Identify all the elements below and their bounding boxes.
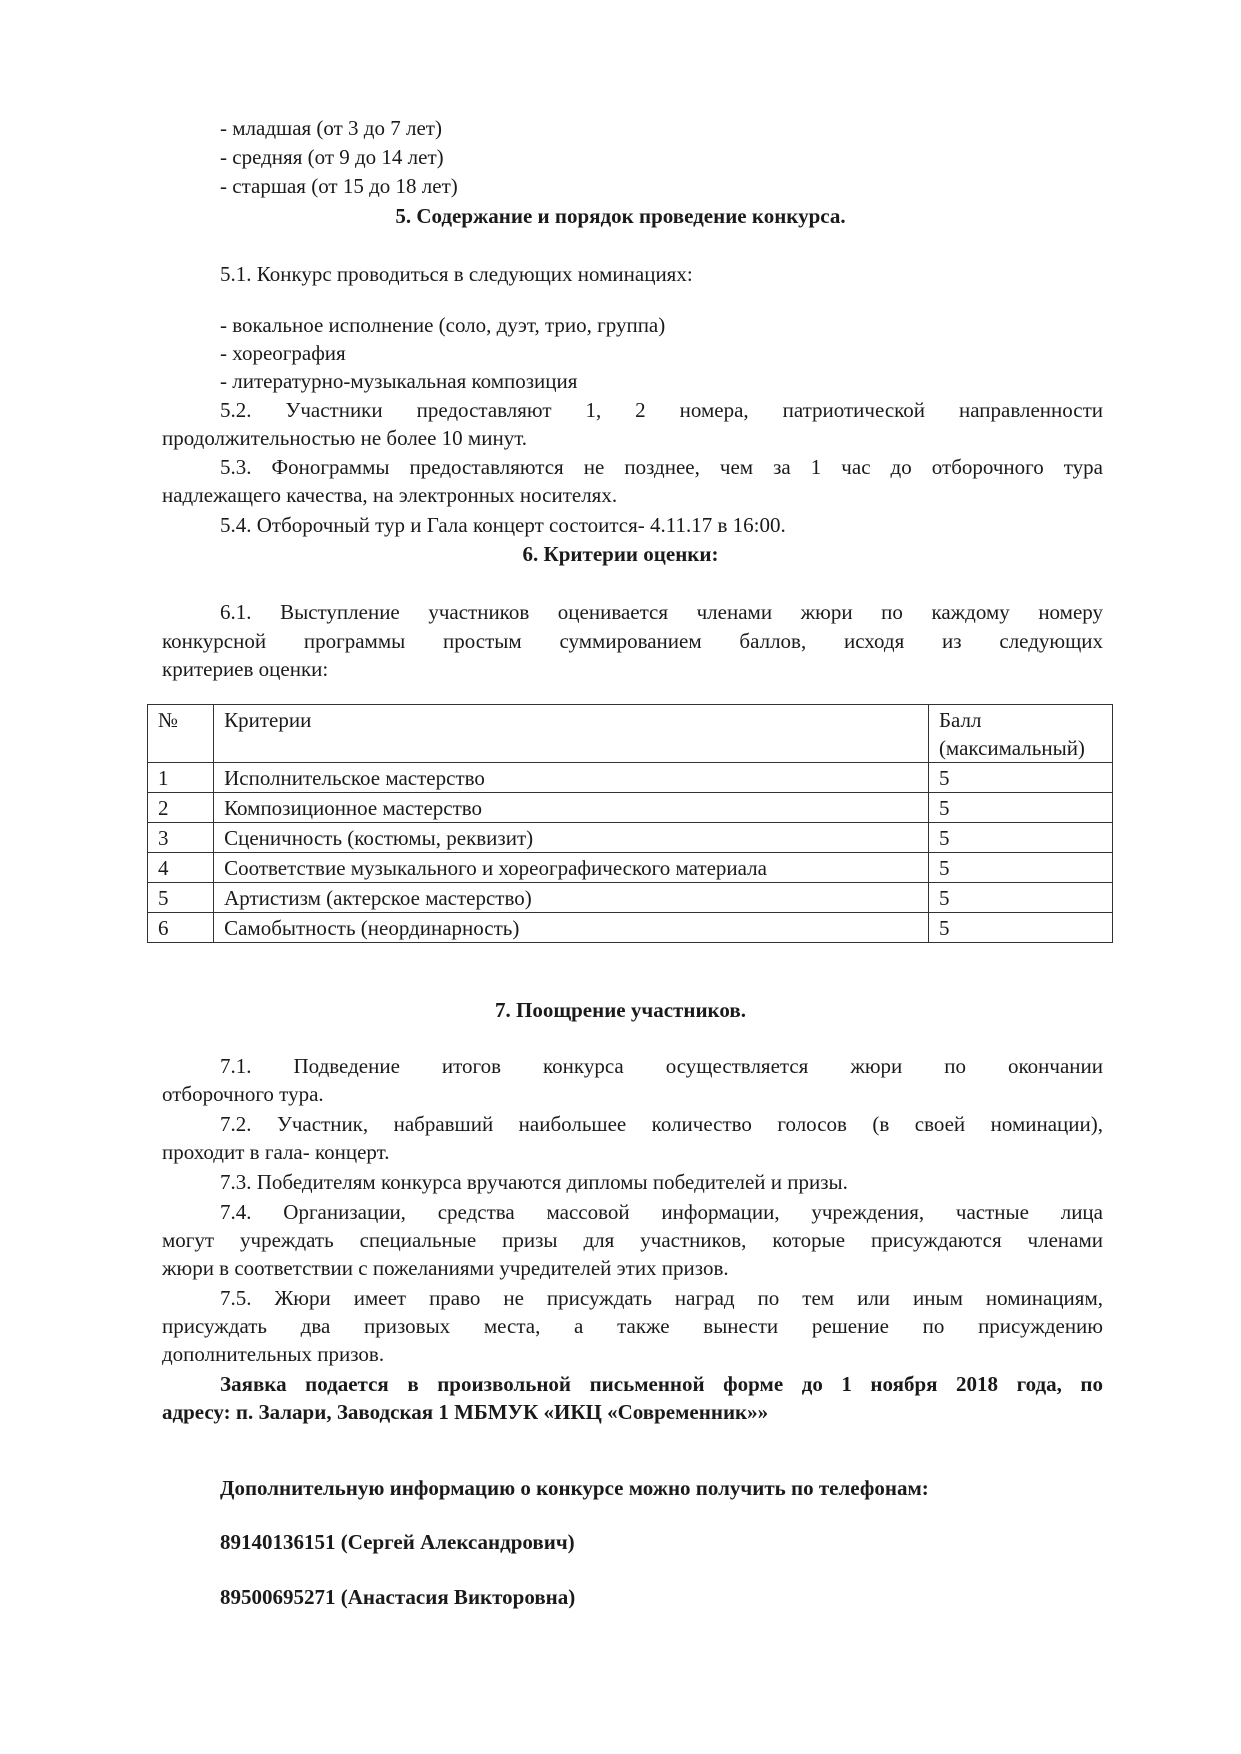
section7-p4-line2: могут учреждать специальные призы для участников, которые присуждаются членами bbox=[162, 1228, 1103, 1252]
section7-p3: 7.3. Победителям конкурса вручаются дипломы победителей и призы. bbox=[220, 1170, 848, 1194]
nomination-literary: - литературно-музыкальная композиция bbox=[220, 369, 578, 393]
age-group-senior: - старшая (от 15 до 18 лет) bbox=[220, 174, 458, 198]
row-num: 3 bbox=[148, 823, 214, 853]
table-row bbox=[148, 823, 1113, 853]
row-score: 5 bbox=[928, 763, 1112, 793]
section7-p5-line3: дополнительных призов. bbox=[162, 1342, 385, 1366]
section7-title: 7. Поощрение участников. bbox=[495, 998, 746, 1022]
section6-title: 6. Критерии оценки: bbox=[522, 542, 719, 566]
age-group-junior: - младшая (от 3 до 7 лет) bbox=[220, 116, 442, 140]
section7-p4-line3: жюри в соответствии с пожеланиями учредителей этих призов. bbox=[162, 1256, 729, 1280]
nomination-vocal: - вокальное исполнение (соло, дуэт, трио, группа) bbox=[220, 313, 666, 337]
section5-p2-line2: продолжительностью не более 10 минут. bbox=[162, 426, 528, 450]
section7-p2-line1: 7.2. Участник, набравший наибольшее количество голосов (в своей номинации), bbox=[220, 1112, 1103, 1136]
row-criterion: Композиционное мастерство bbox=[214, 793, 929, 823]
contact-phone-2: 89500695271 (Анастасия Викторовна) bbox=[220, 1585, 576, 1609]
row-score: 5 bbox=[928, 913, 1112, 943]
section5-p3-line1: 5.3. Фонограммы предоставляются не позднее, чем за 1 час до отборочного тура bbox=[220, 455, 1103, 479]
section5-p2-line1: 5.2. Участники предоставляют 1, 2 номера, патриотической направленности bbox=[220, 398, 1103, 422]
section7-p2-line2: проходит в гала- концерт. bbox=[162, 1140, 390, 1164]
criteria-table-header bbox=[148, 705, 1113, 763]
section5-p3-line2: надлежащего качества, на электронных носителях. bbox=[162, 483, 618, 507]
row-criterion: Исполнительское мастерство bbox=[214, 763, 929, 793]
section7-p5-line1: 7.5. Жюри имеет право не присуждать наград по тем или иным номинациям, bbox=[220, 1286, 1103, 1310]
section5-p1: 5.1. Конкурс проводиться в следующих номинациях: bbox=[220, 262, 693, 286]
row-num: 6 bbox=[148, 913, 214, 943]
table-row bbox=[148, 763, 1113, 793]
age-group-middle: - средняя (от 9 до 14 лет) bbox=[220, 145, 444, 169]
row-criterion: Самобытность (неординарность) bbox=[214, 913, 929, 943]
row-score: 5 bbox=[928, 823, 1112, 853]
header-score-line2: (максимальный) bbox=[938, 736, 1085, 760]
row-score: 5 bbox=[928, 853, 1112, 883]
header-score bbox=[928, 705, 1112, 763]
section7-p4-line1: 7.4. Организации, средства массовой информации, учреждения, частные лица bbox=[220, 1200, 1103, 1224]
row-num: 2 bbox=[148, 793, 214, 823]
section7-p1-line2: отборочного тура. bbox=[162, 1082, 324, 1106]
row-score: 5 bbox=[928, 793, 1112, 823]
section5-title: 5. Содержание и порядок проведение конкурса. bbox=[395, 204, 846, 228]
section6-p1-line2: конкурсной программы простым суммированием баллов, исходя из следующих bbox=[162, 629, 1103, 653]
section6-p1-line1: 6.1. Выступление участников оценивается членами жюри по каждому номеру bbox=[220, 600, 1103, 624]
table-row bbox=[148, 913, 1113, 943]
row-num: 1 bbox=[148, 763, 214, 793]
row-num: 5 bbox=[148, 883, 214, 913]
row-criterion: Сценичность (костюмы, реквизит) bbox=[214, 823, 929, 853]
section7-p1-line1: 7.1. Подведение итогов конкурса осуществляется жюри по окончании bbox=[220, 1054, 1103, 1078]
row-num: 4 bbox=[148, 853, 214, 883]
row-score: 5 bbox=[928, 883, 1112, 913]
nomination-choreography: - хореография bbox=[220, 341, 346, 365]
contacts-intro: Дополнительную информацию о конкурсе можно получить по телефонам: bbox=[220, 1476, 929, 1500]
table-row bbox=[148, 883, 1113, 913]
table-row bbox=[148, 793, 1113, 823]
header-criterion: Критерии bbox=[214, 705, 929, 763]
table-row bbox=[148, 853, 1113, 883]
row-criterion: Соответствие музыкального и хореографического материала bbox=[214, 853, 929, 883]
application-line1: Заявка подается в произвольной письменной форме до 1 ноября 2018 года, по bbox=[220, 1372, 1103, 1396]
header-num: № bbox=[148, 705, 214, 763]
contact-phone-1: 89140136151 (Сергей Александрович) bbox=[220, 1530, 575, 1554]
section7-p5-line2: присуждать два призовых места, а также вынести решение по присуждению bbox=[162, 1314, 1103, 1338]
criteria-table bbox=[147, 704, 1113, 943]
section6-p1-line3: критериев оценки: bbox=[162, 657, 329, 681]
application-line2: адресу: п. Залари, Заводская 1 МБМУК «ИКЦ «Современник»» bbox=[162, 1400, 769, 1424]
header-score-line1: Балл bbox=[938, 708, 982, 732]
row-criterion: Артистизм (актерское мастерство) bbox=[214, 883, 929, 913]
section5-p4: 5.4. Отборочный тур и Гала концерт состоится- 4.11.17 в 16:00. bbox=[220, 513, 786, 537]
